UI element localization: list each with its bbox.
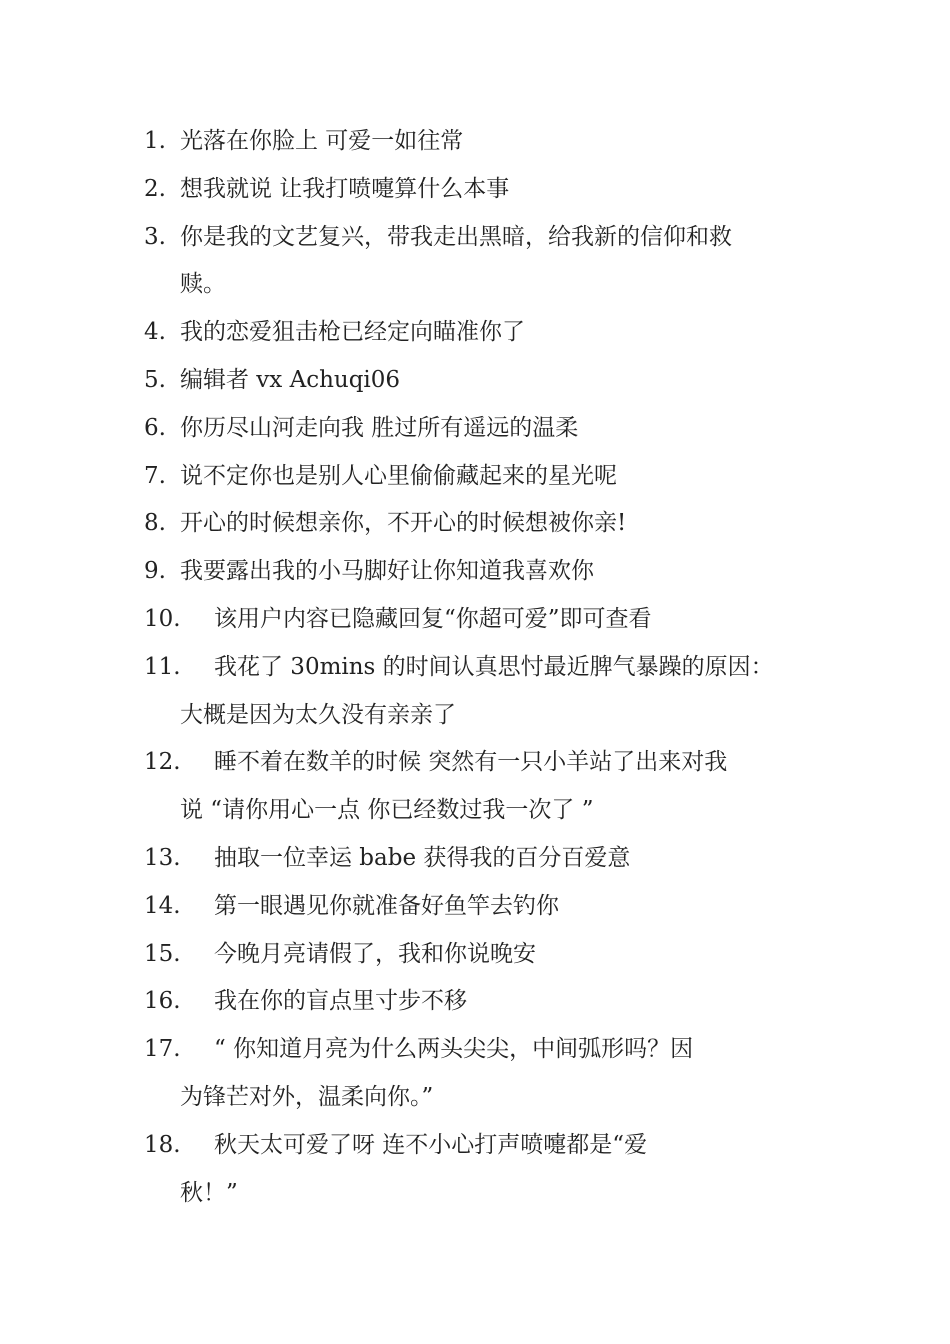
list-item-number: 13. — [144, 844, 181, 871]
list-item-continuation-line: 赎。 — [180, 271, 226, 298]
list-item-text — [180, 739, 834, 835]
list-item — [144, 500, 834, 548]
list-item-text — [214, 596, 834, 644]
list-item-number: 11. — [144, 653, 181, 680]
list-item-line: 该用户内容已隐藏回复“你超可爱”即可查看 — [214, 605, 652, 632]
list-item — [144, 548, 834, 596]
list-item-line: 你是我的文艺复兴，带我走出黑暗，给我新的信仰和救 — [180, 223, 732, 250]
list-item-text — [180, 644, 834, 740]
list-item-text — [214, 978, 834, 1026]
list-item-number: 9. — [144, 558, 166, 585]
list-item-line: 我在你的盲点里寸步不移 — [214, 988, 467, 1015]
list-item-number: 1. — [144, 128, 166, 154]
list-item — [144, 118, 834, 166]
list-item-text — [180, 1026, 834, 1122]
list-item-line: 今晚月亮请假了，我和你说晚安 — [214, 940, 536, 967]
list-item-text — [214, 883, 834, 931]
list-item — [144, 166, 834, 214]
list-item — [144, 644, 834, 740]
list-item — [144, 1026, 834, 1122]
list-item — [144, 405, 834, 453]
numbered-list — [144, 118, 834, 1217]
list-item-number: 5. — [144, 366, 166, 393]
list-item-number: 15. — [144, 940, 181, 967]
list-item — [144, 1122, 834, 1218]
list-item-line: 说不定你也是别人心里偷偷藏起来的星光呢 — [180, 462, 617, 489]
list-item-continuation-line: 为锋芒对外，温柔向你。” — [180, 1083, 434, 1110]
list-item-line: 抽取一位幸运 babe 获得我的百分百爱意 — [214, 844, 631, 871]
list-item-text — [180, 500, 834, 548]
list-item-text — [180, 548, 834, 596]
list-item-line: 我花了 30mins 的时间认真思忖最近脾气暴躁的原因： — [214, 653, 774, 680]
list-item — [144, 883, 834, 931]
list-item-text — [180, 357, 834, 405]
list-item-number: 14. — [144, 892, 181, 919]
list-item-line: 第一眼遇见你就准备好鱼竿去钓你 — [214, 892, 559, 919]
list-item-line: 睡不着在数羊的时候 突然有一只小羊站了出来对我 — [214, 749, 728, 776]
list-item-text — [180, 118, 834, 166]
list-item-text — [180, 214, 834, 310]
list-item-number: 10. — [144, 605, 181, 632]
list-item-continuation-line: 说 “请你用心一点 你已经数过我一次了 ” — [180, 797, 594, 824]
list-item-text — [180, 453, 834, 501]
list-item-number: 3. — [144, 223, 166, 250]
list-item-continuation-line: 秋！” — [180, 1179, 238, 1206]
list-item — [144, 214, 834, 310]
list-item-line: 我要露出我的小马脚好让你知道我喜欢你 — [180, 558, 594, 585]
list-item — [144, 357, 834, 405]
list-item — [144, 931, 834, 979]
list-item-line: 你历尽山河走向我 胜过所有遥远的温柔 — [180, 414, 579, 441]
list-item-text — [180, 309, 834, 357]
list-item-line: 想我就说 让我打喷嚏算什么本事 — [180, 175, 510, 202]
list-item — [144, 978, 834, 1026]
list-item-line: 光落在你脸上 可爱一如往常 — [180, 128, 464, 154]
list-item — [144, 835, 834, 883]
list-item-line: 编辑者 vx Achuqi06 — [180, 366, 401, 393]
list-item-number: 7. — [144, 462, 166, 489]
list-item-number: 6. — [144, 414, 166, 441]
list-item — [144, 453, 834, 501]
list-item-number: 16. — [144, 988, 181, 1015]
list-item-number: 8. — [144, 510, 166, 537]
list-item-number: 18. — [144, 1131, 181, 1158]
list-item-number: 17. — [144, 1036, 181, 1063]
list-item-continuation-line: 大概是因为太久没有亲亲了 — [180, 701, 456, 728]
list-item-number: 12. — [144, 749, 181, 776]
list-item-line: 我的恋爱狙击枪已经定向瞄准你了 — [180, 319, 525, 346]
list-item-text — [180, 166, 834, 214]
list-item-line: 开心的时候想亲你，不开心的时候想被你亲! — [180, 510, 627, 537]
list-item — [144, 739, 834, 835]
list-item-number: 2. — [144, 175, 166, 202]
list-item-number: 4. — [144, 319, 166, 346]
list-item-text — [180, 405, 834, 453]
list-item-text — [180, 1122, 834, 1218]
list-item — [144, 596, 834, 644]
list-item-text — [214, 931, 834, 979]
list-item-line: “ 你知道月亮为什么两头尖尖，中间弧形吗？因 — [214, 1036, 694, 1063]
list-item-line: 秋天太可爱了呀 连不小心打声喷嚏都是“爱 — [214, 1131, 648, 1158]
list-item-text — [214, 835, 834, 883]
list-item — [144, 309, 834, 357]
